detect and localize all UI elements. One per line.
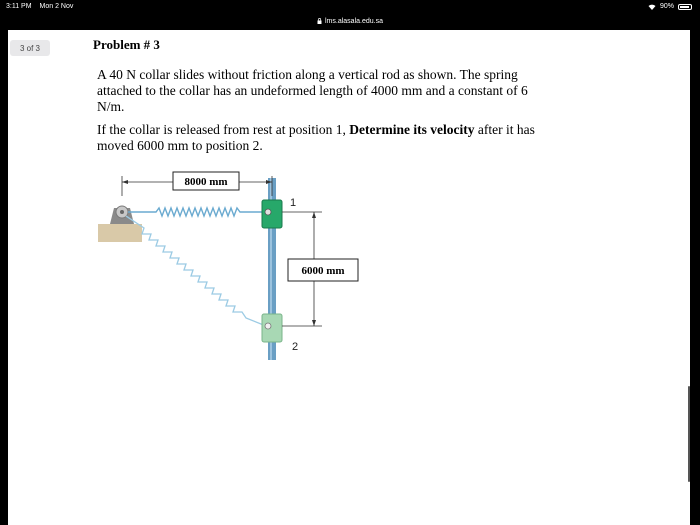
horizontal-dimension-label: 8000 mm xyxy=(184,176,228,188)
paragraph1-line2: attached to the collar has an undeformed length of 4000 mm and a constant of 6 xyxy=(97,83,528,98)
paragraph2-line1-end: after it has xyxy=(474,122,535,137)
arrow-left xyxy=(122,180,128,184)
paragraph1-line3: N/m. xyxy=(97,99,125,114)
paragraph2-line1-start: If the collar is released from rest at position 1, xyxy=(97,122,350,137)
scroll-indicator[interactable] xyxy=(688,386,690,482)
collar-2-pin xyxy=(265,323,271,329)
address-bar[interactable] xyxy=(0,14,700,28)
paragraph2-line1 xyxy=(97,122,617,138)
spring-horizontal xyxy=(128,208,266,216)
problem-figure xyxy=(96,168,366,360)
collar-position-1 xyxy=(262,200,282,228)
status-time: 3:11 PM xyxy=(6,3,32,10)
page-indicator: 3 of 3 xyxy=(10,40,50,56)
position-1-label: 1 xyxy=(290,197,297,209)
arrow-up xyxy=(312,212,316,218)
problem-paragraph-2 xyxy=(97,122,617,154)
url-text[interactable]: lms.alasala.edu.sa xyxy=(325,17,383,25)
battery-percent: 90% xyxy=(659,3,674,10)
status-right xyxy=(648,3,692,10)
arrow-down xyxy=(312,320,316,326)
lock-icon xyxy=(317,18,322,24)
position-2-label: 2 xyxy=(292,341,299,353)
paragraph2-line2: moved 6000 mm to position 2. xyxy=(97,138,263,153)
paragraph1-line1: A 40 N collar slides without friction along a vertical rod as shown. The spring xyxy=(97,67,518,82)
vertical-dimension-label: 6000 mm xyxy=(301,265,345,277)
ground-block xyxy=(98,224,142,242)
problem-paragraph-1 xyxy=(97,67,617,115)
collar-1-pin xyxy=(265,209,271,215)
wifi-icon xyxy=(648,4,656,10)
pin-center xyxy=(120,210,124,214)
problem-title: Problem # 3 xyxy=(93,37,160,52)
collar-position-2 xyxy=(262,314,282,342)
status-left xyxy=(6,3,79,10)
status-date: Mon 2 Nov xyxy=(39,3,74,10)
status-bar xyxy=(0,0,700,14)
battery-icon xyxy=(678,4,692,10)
paragraph2-line1-bold: Determine its velocity xyxy=(349,122,475,137)
spring-diagonal xyxy=(126,216,266,326)
